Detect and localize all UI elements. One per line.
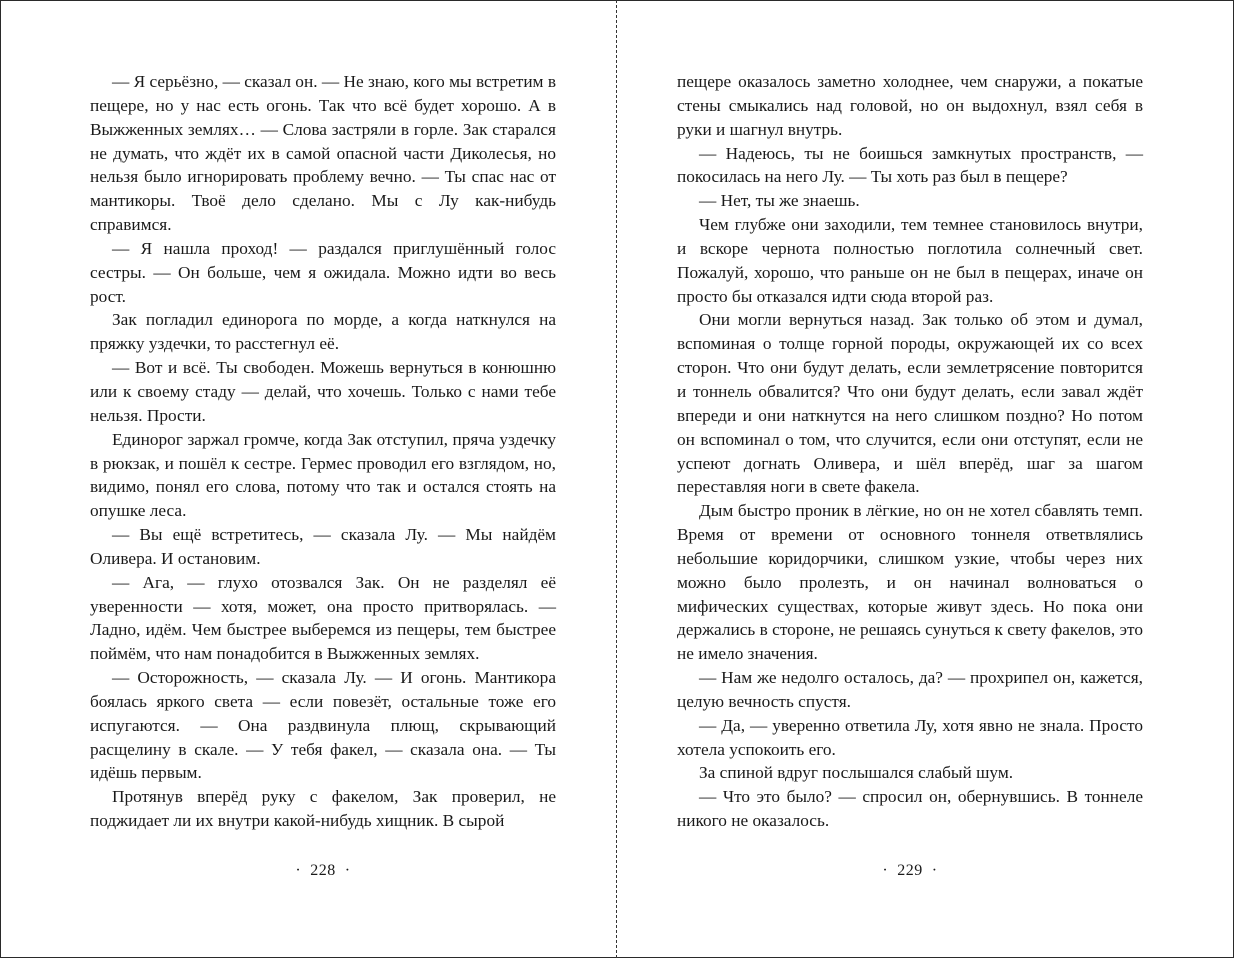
left-page <box>90 70 556 833</box>
paragraph: Протянув вперёд руку с факелом, Зак проверил, не поджидает ли их внутри какой-нибудь хищник. В сырой <box>90 787 556 831</box>
paragraph: Единорог заржал громче, когда Зак отступил, пряча уздечку в рюкзак, и пошёл к сестре. Гермес проводил его взглядом, но, видимо, понял его слова, потому что так и остался стоять на опушке леса. <box>90 429 556 521</box>
folio-dot: · <box>344 862 351 879</box>
page-spine-divider <box>616 0 617 958</box>
paragraph: — Вы ещё встретитесь, — сказала Лу. — Мы найдём Оливера. И остановим. <box>90 525 556 568</box>
paragraph: — Нет, ты же знаешь. <box>699 191 860 211</box>
paragraph: — Ага, — глухо отозвался Зак. Он не разделял её уверенности — хотя, может, она просто притворялась. — Ладно, идём. Чем быстрее выберемся из пещеры, тем быстрее поймём, что нам понадобится в Выжженных землях. <box>90 572 556 664</box>
paragraph: Чем глубже они заходили, тем темнее становилось внутри, и вскоре чернота полностью поглотила солнечный свет. Пожалуй, хорошо, что раньше он не был в пещерах, иначе он просто бы отказался идти сюда второй раз. <box>677 215 1143 306</box>
page-number-right <box>677 862 1143 880</box>
paragraph: — Да, — уверенно ответила Лу, хотя явно не знала. Просто хотела успокоить его. <box>677 715 1143 759</box>
paragraph: — Осторожность, — сказала Лу. — И огонь. Мантикора боялась яркого света — если повезёт, остальные тоже его испугаются. — Она раздвинула плющ, скрывающий расщелину в скале. — У тебя факел, — сказала она. — Ты идёшь первым. <box>90 668 556 783</box>
paragraph: — Я серьёзно, — сказал он. — Не знаю, кого мы встретим в пещере, но у нас есть огонь. Так что всё будет хорошо. А в Выжженных землях… — Слова застряли в горле. Зак старался не думать, что ждёт их в самой опасной части Диколесья, но нельзя было игнорировать проблему вечно. — Ты спас нас от мантикоры. Твоё дело сделано. Мы с Лу как-нибудь справимся. <box>90 72 556 235</box>
paragraph: — Надеюсь, ты не боишься замкнутых пространств, — покосилась на него Лу. — Ты хоть раз был в пещере? <box>677 143 1143 187</box>
page-number: 228 <box>310 862 336 879</box>
paragraph: — Что это было? — спросил он, обернувшись. В тоннеле никого не оказалось. <box>677 787 1143 831</box>
paragraph: — Я нашла проход! — раздался приглушённый голос сестры. — Он больше, чем я ожидала. Можно идти во весь рост. <box>90 238 556 306</box>
folio-dot: · <box>882 862 889 879</box>
paragraph: Они могли вернуться назад. Зак только об этом и думал, вспоминая о толще горной породы, окружающей их со всех сторон. Что они будут делать, если землетрясение повторится и тоннель обвалится? Что они будут делать, если завал ждёт впереди и они наткнутся на него слишком поздно? Но потом он вспоминал о том, что случится, если они отступят, если не успеют догнать Оливера, и шёл вперёд, шаг за шагом переставляя ноги в свете факела. <box>677 310 1143 497</box>
folio-dot: · <box>931 862 938 879</box>
paragraph-continuation: пещере оказалось заметно холоднее, чем снаружи, а покатые стены смыкались над головой, но он выдохнул, взял себя в руки и шагнул внутрь. <box>677 72 1143 139</box>
page-number-left <box>90 862 556 880</box>
folio-dot: · <box>295 862 302 879</box>
right-page <box>677 70 1143 833</box>
paragraph: — Вот и всё. Ты свободен. Можешь вернуться в конюшню или к своему стаду — делай, что хочешь. Только с нами тебе нельзя. Прости. <box>90 358 556 425</box>
paragraph: Дым быстро проник в лёгкие, но он не хотел сбавлять темп. Время от времени от основного тоннеля ответвлялись небольшие коридорчики, слишком узкие, чтобы через них можно было пролезть, и он начинал волноваться о мифических существах, которые живут здесь. Но пока они держались в стороне, не решаясь сунуться к свету факелов, это не имело значения. <box>677 501 1143 664</box>
paragraph: За спиной вдруг послышался слабый шум. <box>699 763 1014 783</box>
page-number: 229 <box>897 862 923 879</box>
paragraph: Зак погладил единорога по морде, а когда наткнулся на пряжку уздечки, то расстегнул её. <box>90 310 556 354</box>
paragraph: — Нам же недолго осталось, да? — прохрипел он, кажется, целую вечность спустя. <box>677 668 1143 711</box>
